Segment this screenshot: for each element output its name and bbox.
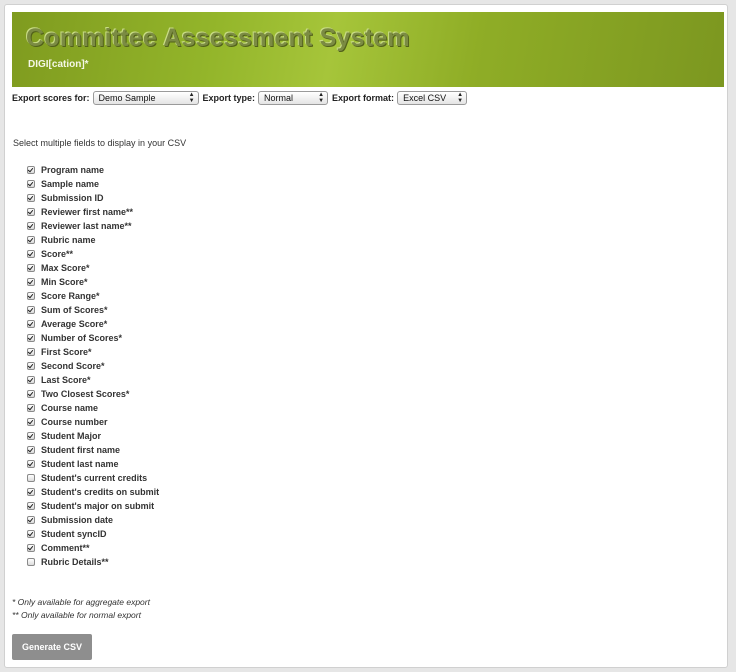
field-label: Last Score* [41,375,91,385]
field-item[interactable] [27,289,159,303]
field-checkbox[interactable] [27,166,35,174]
field-item[interactable] [27,471,159,485]
field-label: Number of Scores* [41,333,123,343]
field-item[interactable] [27,401,159,415]
field-checkbox[interactable] [27,278,35,286]
field-label: Max Score* [41,263,90,273]
field-item[interactable] [27,317,159,331]
select-arrows-icon: ▲ ▼ [457,92,464,104]
field-label: Rubric name [41,235,96,245]
field-label: Average Score* [41,319,108,329]
field-checkbox[interactable] [27,530,35,538]
field-label: Sum of Scores* [41,305,108,315]
field-item[interactable] [27,219,159,233]
field-label: Score** [41,249,74,259]
field-label: Score Range* [41,291,100,301]
export-scores-value: Demo Sample [98,93,156,103]
field-checkbox[interactable] [27,502,35,510]
field-label: Reviewer last name** [41,221,132,231]
field-item[interactable] [27,415,159,429]
field-item[interactable] [27,247,159,261]
field-checkbox[interactable] [27,348,35,356]
generate-csv-button[interactable]: Generate CSV [12,634,92,660]
field-checkbox[interactable] [27,544,35,552]
field-checkbox[interactable] [27,516,35,524]
field-item[interactable] [27,191,159,205]
field-checkbox[interactable] [27,474,35,482]
field-label: Comment** [41,543,90,553]
field-checkbox[interactable] [27,180,35,188]
field-checkbox[interactable] [27,194,35,202]
export-scores-label: Export scores for: [12,93,90,103]
field-checkbox[interactable] [27,208,35,216]
field-label: Student last name [41,459,119,469]
field-checkbox[interactable] [27,460,35,468]
field-item[interactable] [27,331,159,345]
select-arrows-icon: ▲ ▼ [188,92,195,104]
field-item[interactable] [27,373,159,387]
field-item[interactable] [27,527,159,541]
app-title: Committee Assessment System [26,24,410,52]
field-checkbox[interactable] [27,488,35,496]
field-item[interactable] [27,275,159,289]
field-item[interactable] [27,513,159,527]
field-checkbox-list [27,163,159,569]
instructions-text: Select multiple fields to display in your CSV [13,138,187,148]
field-checkbox[interactable] [27,292,35,300]
export-format-value: Excel CSV [403,93,447,103]
export-controls [12,90,471,106]
field-item[interactable] [27,429,159,443]
field-item[interactable] [27,359,159,373]
field-checkbox[interactable] [27,558,35,566]
field-checkbox[interactable] [27,432,35,440]
field-label: Student Major [41,431,101,441]
field-checkbox[interactable] [27,446,35,454]
field-item[interactable] [27,303,159,317]
field-label: Sample name [41,179,100,189]
field-item[interactable] [27,541,159,555]
export-scores-select[interactable] [93,91,199,105]
field-item[interactable] [27,233,159,247]
field-item[interactable] [27,485,159,499]
field-label: Min Score* [41,277,88,287]
field-item[interactable] [27,499,159,513]
field-label: Submission ID [41,193,104,203]
field-item[interactable] [27,205,159,219]
field-label: Student's major on submit [41,501,155,511]
field-label: Course name [41,403,99,413]
field-checkbox[interactable] [27,390,35,398]
field-item[interactable] [27,177,159,191]
field-checkbox[interactable] [27,250,35,258]
field-checkbox[interactable] [27,264,35,272]
header-banner [12,12,724,87]
field-label: Two Closest Scores* [41,389,130,399]
export-type-label: Export type: [202,93,256,103]
field-item[interactable] [27,443,159,457]
field-label: Student's credits on submit [41,487,160,497]
field-item[interactable] [27,261,159,275]
field-label: Student syncID [41,529,107,539]
field-item[interactable] [27,457,159,471]
field-item[interactable] [27,387,159,401]
field-checkbox[interactable] [27,404,35,412]
field-label: Student first name [41,445,121,455]
field-label: Reviewer first name** [41,207,134,217]
field-checkbox[interactable] [27,418,35,426]
field-checkbox[interactable] [27,222,35,230]
aggregate-note: * Only available for aggregate export [12,597,150,607]
field-label: Submission date [41,515,114,525]
field-label: Course number [41,417,108,427]
field-checkbox[interactable] [27,306,35,314]
field-checkbox[interactable] [27,334,35,342]
field-label: Second Score* [41,361,105,371]
export-format-label: Export format: [332,93,395,103]
export-format-select[interactable] [397,91,467,105]
field-checkbox[interactable] [27,362,35,370]
field-checkbox[interactable] [27,376,35,384]
export-type-select[interactable] [258,91,328,105]
field-item[interactable] [27,163,159,177]
field-item[interactable] [27,555,159,569]
field-item[interactable] [27,345,159,359]
field-checkbox[interactable] [27,236,35,244]
field-checkbox[interactable] [27,320,35,328]
field-label: Rubric Details** [41,557,109,567]
export-type-value: Normal [264,93,294,103]
brand-subtitle: DIGI[cation]* [28,59,89,70]
field-label: Student's current credits [41,473,148,483]
select-arrows-icon: ▲ ▼ [318,92,325,104]
field-label: Program name [41,165,105,175]
field-label: First Score* [41,347,92,357]
normal-note: ** Only available for normal export [12,610,141,620]
